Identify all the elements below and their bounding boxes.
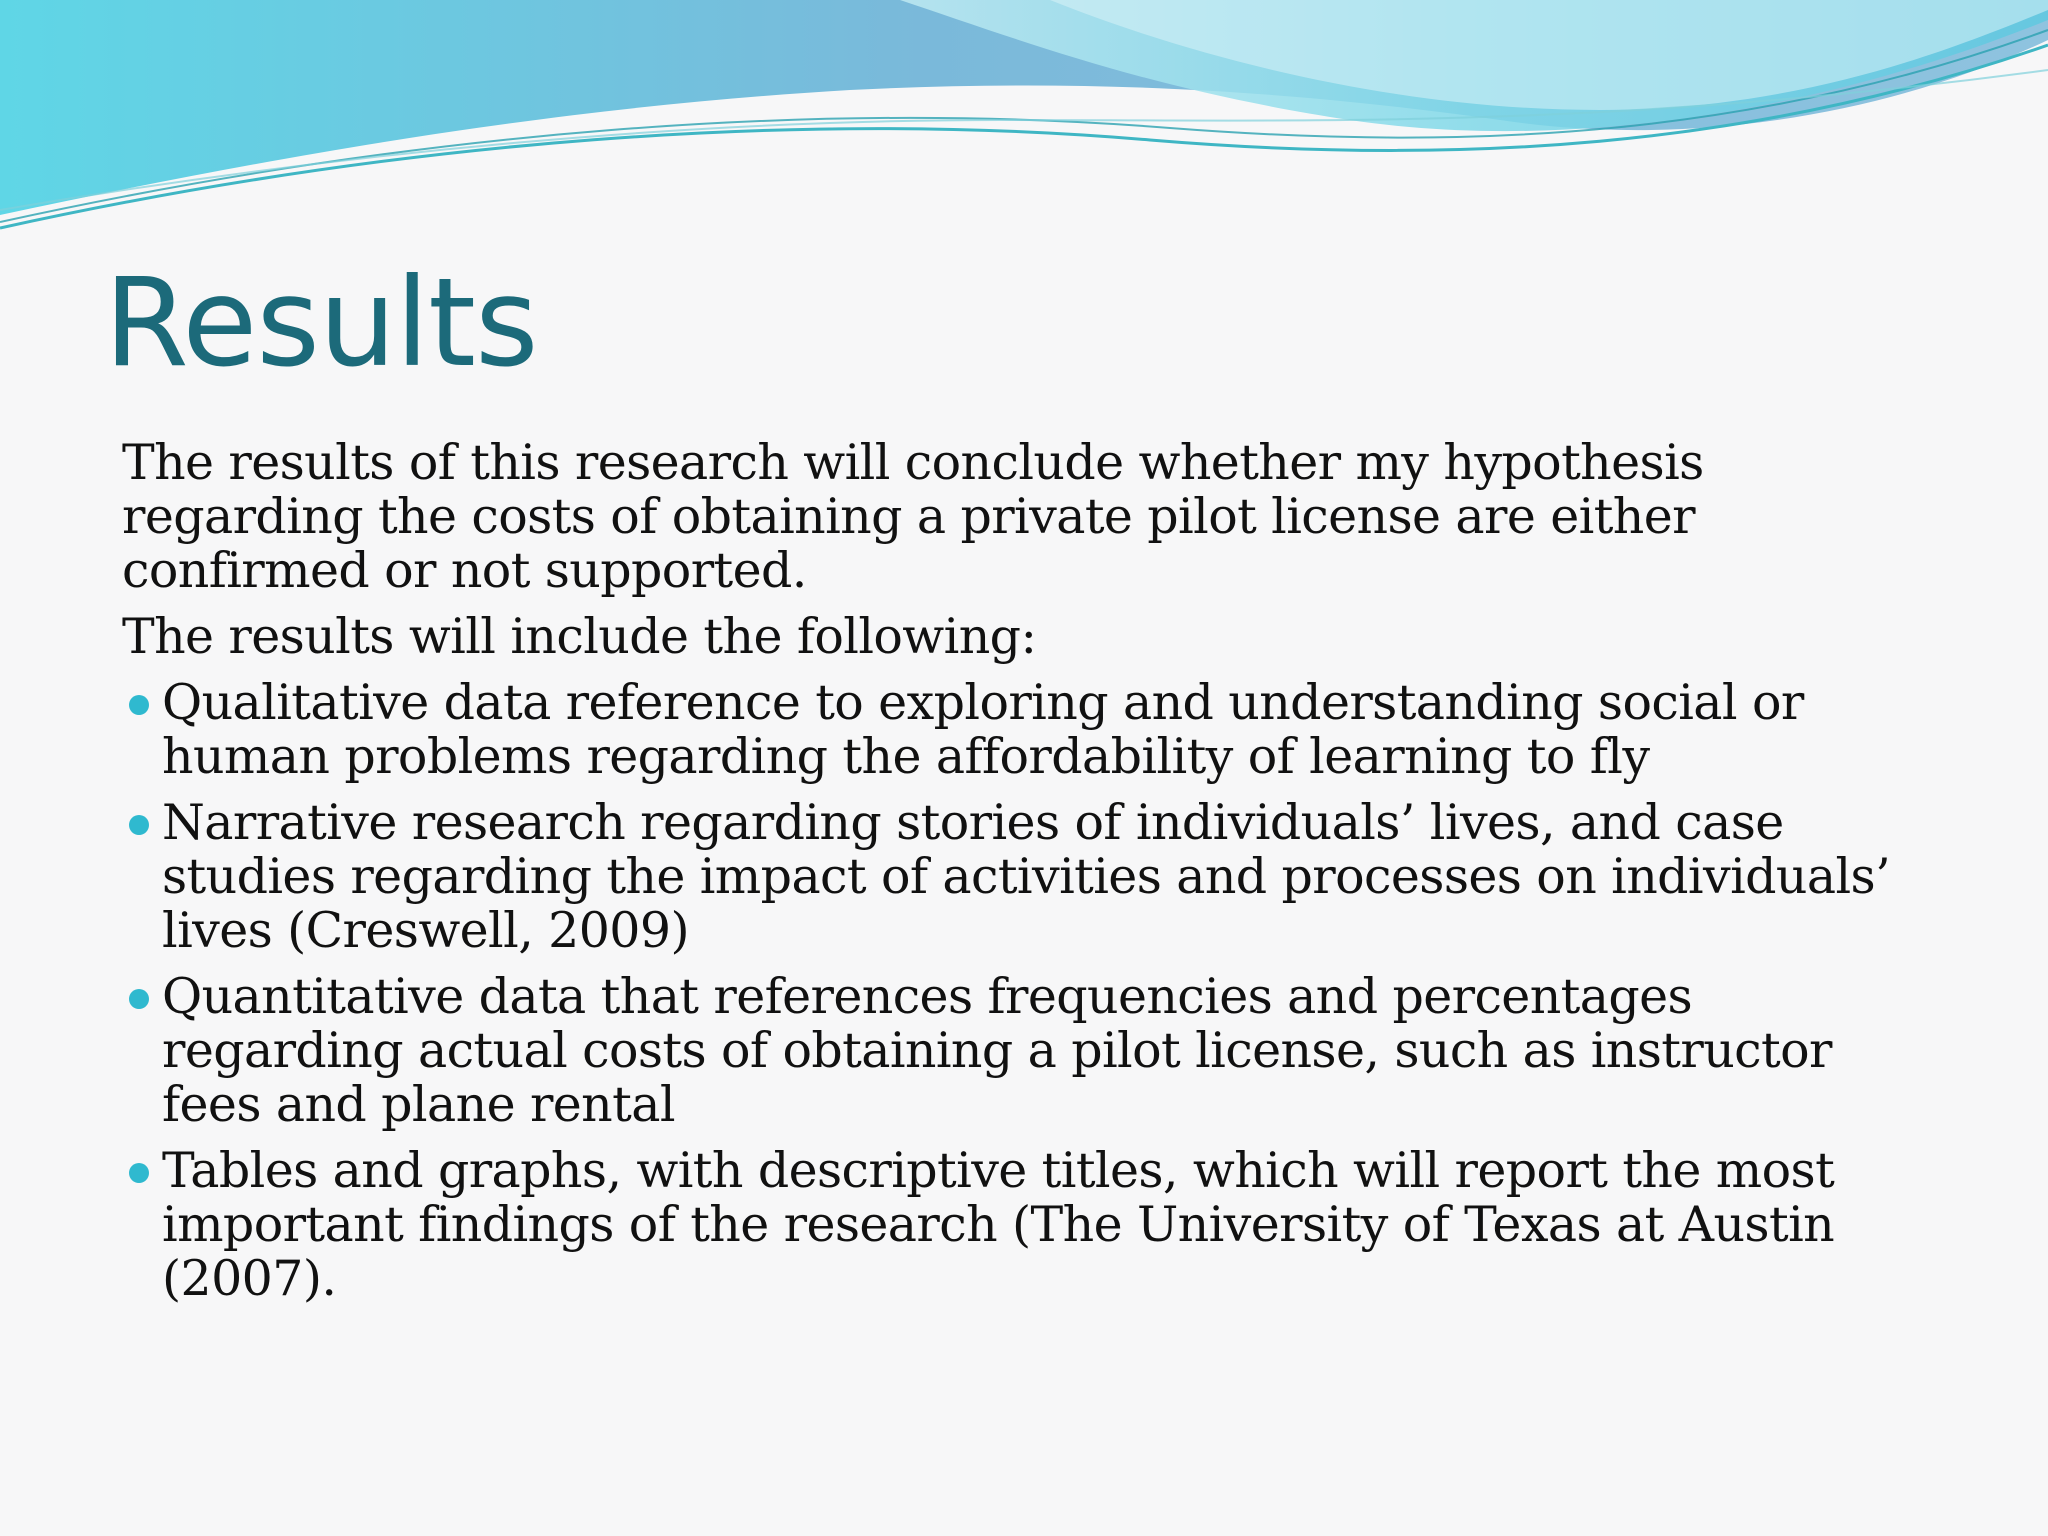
slide-title: Results	[104, 252, 538, 394]
bullet-dot-icon	[129, 989, 149, 1009]
intro-paragraph: The results of this research will conclude whether my hypothesis regarding the costs of obtaining a private pilot license are either confirmed or not supported.	[122, 434, 1704, 599]
bullet-dot-icon	[129, 815, 149, 835]
header-wave-decoration	[0, 0, 2048, 240]
bullet-dot-icon	[129, 695, 149, 715]
bullet-text: Tables and graphs, with descriptive titles, which will report the most important findings of the research (The University of Texas at Austin (2007).	[162, 1142, 1835, 1307]
bullet-item-narrative	[122, 796, 1942, 958]
bullet-text: Narrative research regarding stories of individuals’ lives, and case studies regarding the impact of activities and processes on individuals’ lives (Creswell, 2009)	[162, 794, 1891, 959]
slide-body	[122, 436, 1942, 1318]
results-bullet-list	[122, 676, 1942, 1306]
bullet-item-qualitative	[122, 676, 1942, 784]
bullet-item-tables-graphs	[122, 1144, 1942, 1306]
lead-in-paragraph: The results will include the following:	[122, 608, 1037, 665]
bullet-item-quantitative	[122, 970, 1942, 1132]
bullet-text: Qualitative data reference to exploring and understanding social or human problems regarding the affordability of learning to fly	[162, 674, 1804, 785]
bullet-text: Quantitative data that references frequencies and percentages regarding actual costs of obtaining a pilot license, such as instructor fees and plane rental	[162, 968, 1832, 1133]
bullet-dot-icon	[129, 1163, 149, 1183]
